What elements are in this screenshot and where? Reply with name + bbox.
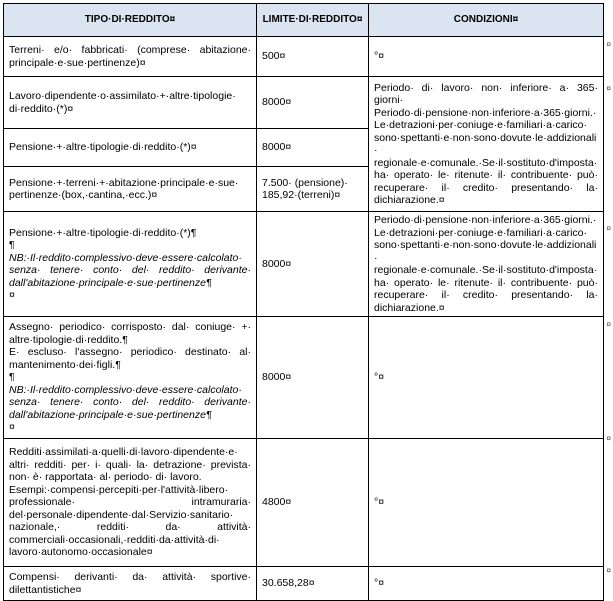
tipo-line: Redditi·assimilati·a·quelli·di·lavoro·dipendente·e· altri· redditi· per· i· quali· la· detrazione· prevista· non· è· rapportata· al· periodo· di· lavoro. <box>9 446 251 484</box>
limite-cell: 8000¤ <box>257 317 369 439</box>
tipo-cell <box>4 317 257 439</box>
table-row <box>4 37 604 77</box>
limite-cell: 8000¤ <box>257 212 369 317</box>
table-row <box>4 567 604 601</box>
cell-end-mark: ¤ <box>9 289 15 301</box>
condizioni-cell: °¤ <box>369 37 604 77</box>
row-end-marker: ¤ <box>606 224 611 233</box>
limite-cell: 8000¤ <box>257 129 369 167</box>
table-row <box>4 317 604 439</box>
tipo-cell: Pensione·+·altre·tipologie·di·reddito·(*)¤ <box>4 129 257 167</box>
nb-note: NB:·Il·reddito·complessivo·deve·essere·calcolato· senza· tenere· conto· del· reddito· derivante· dall'abitazione·principale·e·sue·pertinenze¶ <box>9 251 251 289</box>
tipo-line: Pensione·+·altre·tipologie·di·reddito·(*)¶ <box>9 226 197 239</box>
tipo-cell: Lavoro·dipendente·o·assimilato·+·altre·tipologie· di·reddito·(*)¤ <box>4 77 257 129</box>
header-condizioni: CONDIZIONI¤ <box>369 4 604 37</box>
tipo-cell: Terreni· e/o· fabbricati· (comprese· abitazione· principale·e·sue·pertinenze)¤ <box>4 37 257 77</box>
limite-cell: 8000¤ <box>257 77 369 129</box>
table-row <box>4 212 604 317</box>
limite-cell: 7.500· (pensione)· 185,92·(terreni)¤ <box>257 167 369 212</box>
condizioni-cell: °¤ <box>369 317 604 439</box>
header-tipo-di-reddito: TIPO·DI·REDDITO¤ <box>4 4 257 37</box>
nb-note: NB:·Il·reddito·complessivo·deve·essere·calcolato· senza· tenere· conto· del· reddito· derivante· dall'abitazione·principale·e·sue·pertinenze¶ <box>9 383 251 421</box>
condizioni-cell: °¤ <box>369 567 604 601</box>
limite-cell: 4800¤ <box>257 439 369 567</box>
row-end-marker: ¤ <box>606 40 611 49</box>
tipo-line: Assegno· periodico· corrisposto· dal· coniuge· +· altre·tipologie·di·reddito.¶ <box>9 321 251 346</box>
tipo-line: E· escluso· l'assegno· periodico· destinato· al· mantenimento·dei·figli.¶ <box>9 346 251 371</box>
tipo-cell <box>4 212 257 317</box>
header-row <box>4 4 604 37</box>
condizioni-merged-cell: Periodo· di· lavoro· non· inferiore· a· 365· giorni· Periodo·di·pensione·non·inferiore·a·365·giorni.· Le·detrazioni·per·coniuge·e·familiari·a·carico· sono·spettanti·e·non·sono·dovute·le·addizionali· regionale·e·comunale.·Se·il·sostituto·d'imposta· ha· operato· le· ritenute· il· contribuente· può· recuperare· il· credito· presentando· la· dichiarazione.¤ <box>369 77 604 212</box>
tipo-line: ¶ <box>9 239 15 251</box>
tipo-cell: Compensi· derivanti· da· attività· sportive· dilettantistiche¤ <box>4 567 257 601</box>
row-end-marker: ¤ <box>606 566 611 575</box>
table-row <box>4 439 604 567</box>
row-end-marker: ¤ <box>606 84 611 93</box>
limite-cell: 500¤ <box>257 37 369 77</box>
tipo-line: Esempi:·compensi·percepiti·per·l'attività·libero· professionale· intramuraria· del·personale·dipendente·dal·Servizio·sanitario· nazionale,· redditi· da· attività· commerciali·occasionali,·redditi·da·attività·di· lavoro·autonomo·occasionale¤ <box>9 483 251 559</box>
income-limits-table <box>3 3 604 601</box>
header-limite-di-reddito: LIMITE·DI·REDDITO¤ <box>257 4 369 37</box>
condizioni-cell: °¤ <box>369 439 604 567</box>
limite-cell: 30.658,28¤ <box>257 567 369 601</box>
tipo-cell <box>4 439 257 567</box>
table-row <box>4 77 604 129</box>
tipo-line: ¶ <box>9 371 15 384</box>
cell-end-mark: ¤ <box>9 421 15 434</box>
row-end-marker: ¤ <box>606 434 611 443</box>
condizioni-cell: Periodo·di·pensione·non·inferiore·a·365·giorni.· Le·detrazioni·per·coniuge·e·familiari·a·carico· sono·spettanti·e·non·sono·dovute·le·addizionali· regionale·e·comunale.·Se·il·sostituto·d'imposta· ha· operato· le· ritenute· il· contribuente· può· recuperare· il· credito· presentando· la· dichiarazione.¤ <box>369 212 604 317</box>
row-end-marker: ¤ <box>606 320 611 329</box>
tipo-cell: Pensione·+·terreni·+·abitazione·principale·e·sue· pertinenze·(box,·cantina,·ecc.)¤ <box>4 167 257 212</box>
